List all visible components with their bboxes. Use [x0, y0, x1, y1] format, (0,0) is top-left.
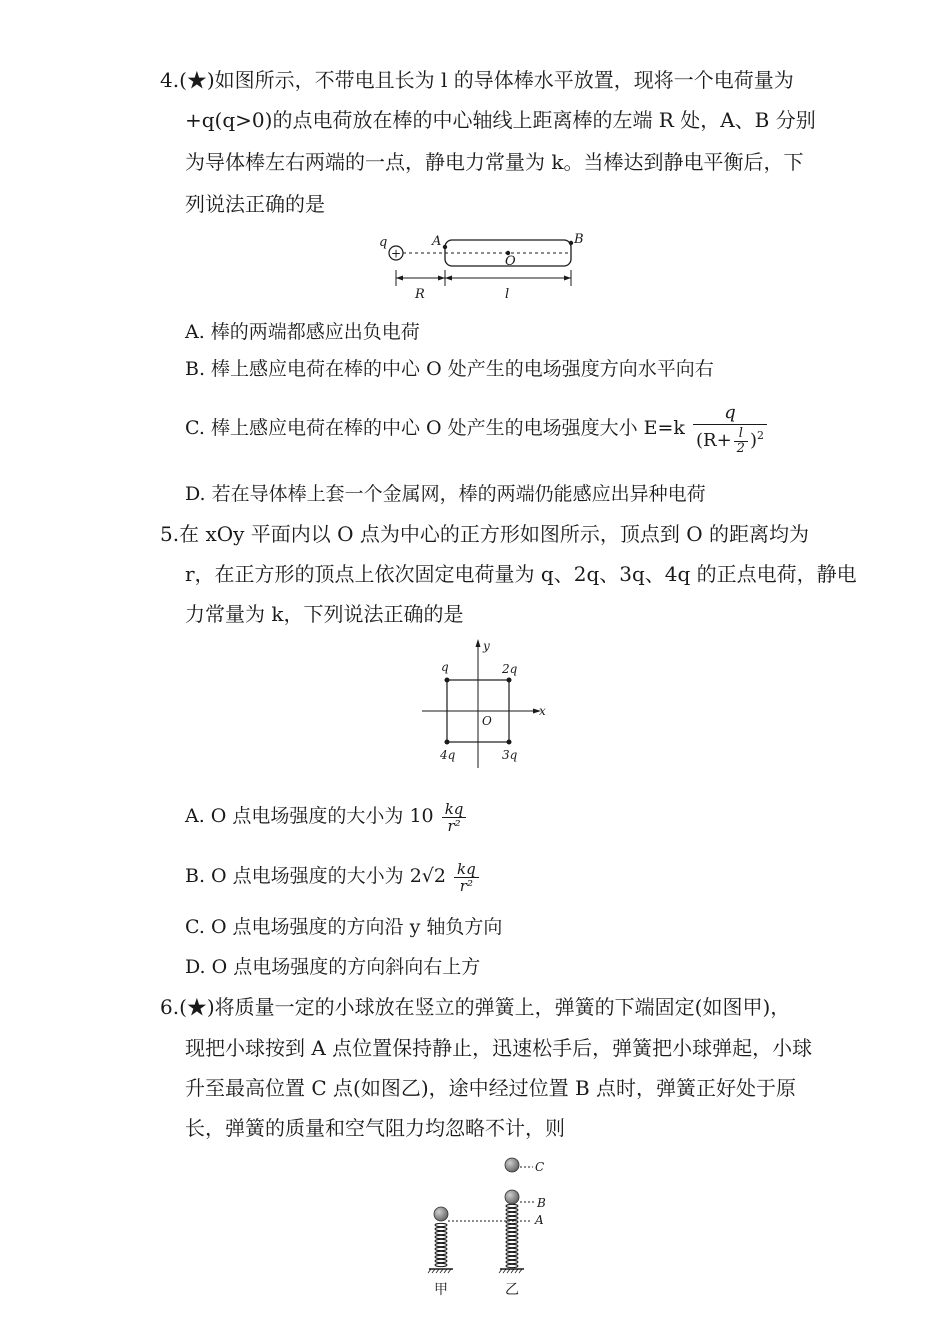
arrow-icon — [396, 276, 403, 281]
q4-line-3: 为导体棒左右两端的一点，静电力常量为 k。当棒达到静电平衡后，下 — [185, 150, 804, 174]
q4-option-b: B. 棒上感应电荷在棒的中心 O 处产生的电场强度方向水平向右 — [185, 358, 714, 380]
arrow-icon — [438, 276, 445, 281]
q4-line-2: +q(q>0)的点电荷放在棒的中心轴线上距离棒的左端 R 处，A、B 分别 — [185, 108, 816, 132]
ball-c — [505, 1158, 519, 1172]
q6-line-3: 升至最高位置 C 点(如图乙)，途中经过位置 B 点时，弹簧正好处于原 — [185, 1076, 797, 1100]
q4-line-1: 4.(★)如图所示，不带电且长为 l 的导体棒水平放置，现将一个电荷量为 — [160, 68, 794, 92]
q6-line-1: 6.(★)将质量一定的小球放在竖立的弹簧上，弹簧的下端固定(如图甲)， — [160, 995, 791, 1019]
arrow-icon — [564, 276, 571, 281]
q6-spring-figure — [420, 1152, 570, 1302]
q4-option-c — [185, 402, 769, 456]
arrow-icon — [445, 276, 452, 281]
frac-numerator: q — [693, 402, 767, 425]
ball-a — [434, 1207, 448, 1221]
q4-line-4: 列说法正确的是 — [185, 192, 325, 216]
q4-option-c-text: C. 棒上感应电荷在棒的中心 O 处产生的电场强度大小 E=k — [185, 416, 685, 439]
q4-rod-figure — [375, 228, 595, 304]
q5-option-b-text: B. O 点电场强度的大小为 2√2 — [185, 865, 446, 887]
q4-option-c-fraction — [693, 402, 767, 456]
point-b-dot — [569, 241, 573, 245]
fig4-label-q: q — [379, 235, 388, 250]
fig5-label-y: y — [483, 639, 490, 653]
point-a-dot — [443, 245, 447, 249]
q5-option-a-text: A. O 点电场强度的大小为 10 — [185, 805, 434, 827]
frac-denominator — [693, 425, 767, 456]
ball-b — [505, 1190, 519, 1204]
charge-q-dot — [445, 678, 450, 683]
q4-option-a: A. 棒的两端都感应出负电荷 — [185, 321, 420, 343]
q5-line-3: 力常量为 k，下列说法正确的是 — [185, 602, 464, 626]
q5-option-a — [185, 798, 468, 834]
q5-square-figure — [415, 635, 555, 775]
q5-option-b — [185, 858, 481, 894]
q6-line-2: 现把小球按到 A 点位置保持静止，迅速松手后，弹簧把小球弹起，小球 — [185, 1036, 813, 1060]
den-exponent: 2 — [756, 429, 764, 442]
fig6-label-a: A — [535, 1213, 544, 1227]
fig5-label-x: x — [539, 704, 546, 718]
inner-den: 2 — [736, 440, 745, 456]
fig4-label-b: B — [574, 232, 584, 247]
q6-line-4: 长，弹簧的质量和空气阻力均忽略不计，则 — [185, 1116, 565, 1140]
fig4-label-plus: + — [391, 246, 402, 261]
frac-numerator: kq — [454, 861, 479, 878]
q4-option-d: D. 若在导体棒上套一个金属网，棒的两端仍能感应出异种电荷 — [185, 483, 706, 505]
q5-option-d: D. O 点电场强度的方向斜向右上方 — [185, 956, 481, 978]
fig6-label-c: C — [535, 1160, 545, 1174]
inner-num: l — [734, 427, 748, 442]
den-right: ) — [749, 430, 757, 451]
fig5-label-2q: 2q — [502, 662, 518, 676]
fig6-label-jia: 甲 — [434, 1282, 448, 1298]
q5-line-2: r，在正方形的顶点上依次固定电荷量为 q、2q、3q、4q 的正点电荷，静电 — [185, 562, 857, 586]
frac-denominator: r² — [459, 876, 473, 895]
spring-yi — [506, 1204, 518, 1267]
fig5-label-o: O — [482, 714, 492, 728]
charge-2q-dot — [507, 678, 512, 683]
den-left: (R+ — [696, 430, 732, 451]
charge-3q-dot — [507, 740, 512, 745]
fig4-label-a: A — [432, 234, 442, 249]
q5-line-1: 5.在 xOy 平面内以 O 点为中心的正方形如图所示，顶点到 O 的距离均为 — [160, 522, 809, 546]
fig5-label-4q: 4q — [440, 748, 456, 762]
fig6-label-b: B — [537, 1196, 546, 1210]
q5-option-c: C. O 点电场强度的方向沿 y 轴负方向 — [185, 916, 503, 938]
spring-jia — [435, 1223, 447, 1266]
q5-option-b-fraction — [454, 861, 479, 894]
frac-numerator: kq — [442, 801, 467, 818]
inner-fraction — [734, 427, 748, 456]
fig4-label-r: R — [415, 287, 425, 302]
fig6-label-yi: 乙 — [505, 1282, 519, 1298]
fig4-label-o: O — [505, 254, 516, 269]
q5-option-a-fraction — [442, 801, 467, 834]
charge-4q-dot — [445, 740, 450, 745]
fig5-label-3q: 3q — [502, 748, 518, 762]
arrow-icon — [476, 639, 481, 647]
fig5-label-q: q — [441, 660, 449, 674]
frac-denominator: r² — [447, 816, 461, 835]
fig4-label-l: l — [505, 287, 510, 302]
